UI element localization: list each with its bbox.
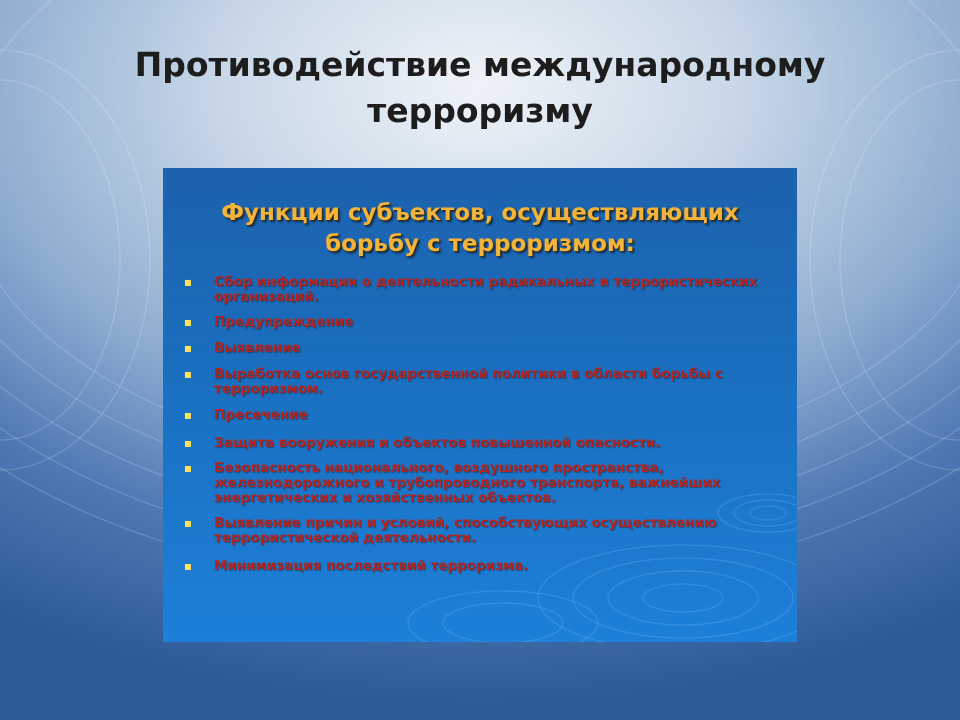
list-item-text: Выработка основ государственной политики в области борьбы с терроризмом. (214, 366, 724, 397)
list-item-text: Безопасность национального, воздушного пространства, железнодорожного и трубопроводного транспорта, важнейших энергетических и хозяйственных объектов. (214, 460, 721, 506)
functions-list (181, 275, 771, 574)
bullet-icon: ▪ (183, 341, 193, 355)
list-item (181, 461, 771, 506)
bullet-icon: ▪ (183, 559, 193, 573)
list-item-text: Выявление (214, 340, 301, 356)
slide-title-line-2: терроризму (367, 91, 593, 131)
list-item (181, 408, 771, 423)
list-item (181, 315, 771, 330)
panel-heading (163, 198, 797, 259)
list-item-text: Пресечение (214, 407, 308, 423)
list-item-text: Выявление причин и условий, способствующих осуществлению террористической деятельности. (214, 515, 717, 546)
list-item (181, 559, 771, 574)
bullet-icon: ▪ (183, 315, 193, 329)
bullet-icon: ▪ (183, 436, 193, 450)
list-item (181, 341, 771, 356)
panel-heading-line-1: Функции субъектов, осуществляющих (221, 200, 739, 226)
list-item (181, 367, 771, 397)
list-item-text: Минимизация последствий терроризма. (214, 558, 529, 574)
list-item (181, 275, 771, 305)
slide-title (60, 42, 900, 134)
list-item (181, 436, 771, 451)
list-item (181, 516, 771, 546)
bullet-icon: ▪ (183, 408, 193, 422)
content-panel (163, 168, 797, 642)
list-item-text: Сбор информации о деятельности радикальных и террористических организаций. (214, 274, 758, 305)
bullet-icon: ▪ (183, 367, 193, 381)
bullet-icon: ▪ (183, 275, 193, 289)
slide-title-line-1: Противодействие международному (134, 45, 826, 84)
bullet-icon: ▪ (183, 516, 193, 530)
list-item-text: Защита вооружения и объектов повышенной опасности. (214, 435, 661, 451)
panel-heading-line-2: борьбу с терроризмом: (325, 230, 635, 257)
bullet-icon: ▪ (183, 461, 193, 475)
list-item-text: Предупреждение (214, 314, 354, 330)
